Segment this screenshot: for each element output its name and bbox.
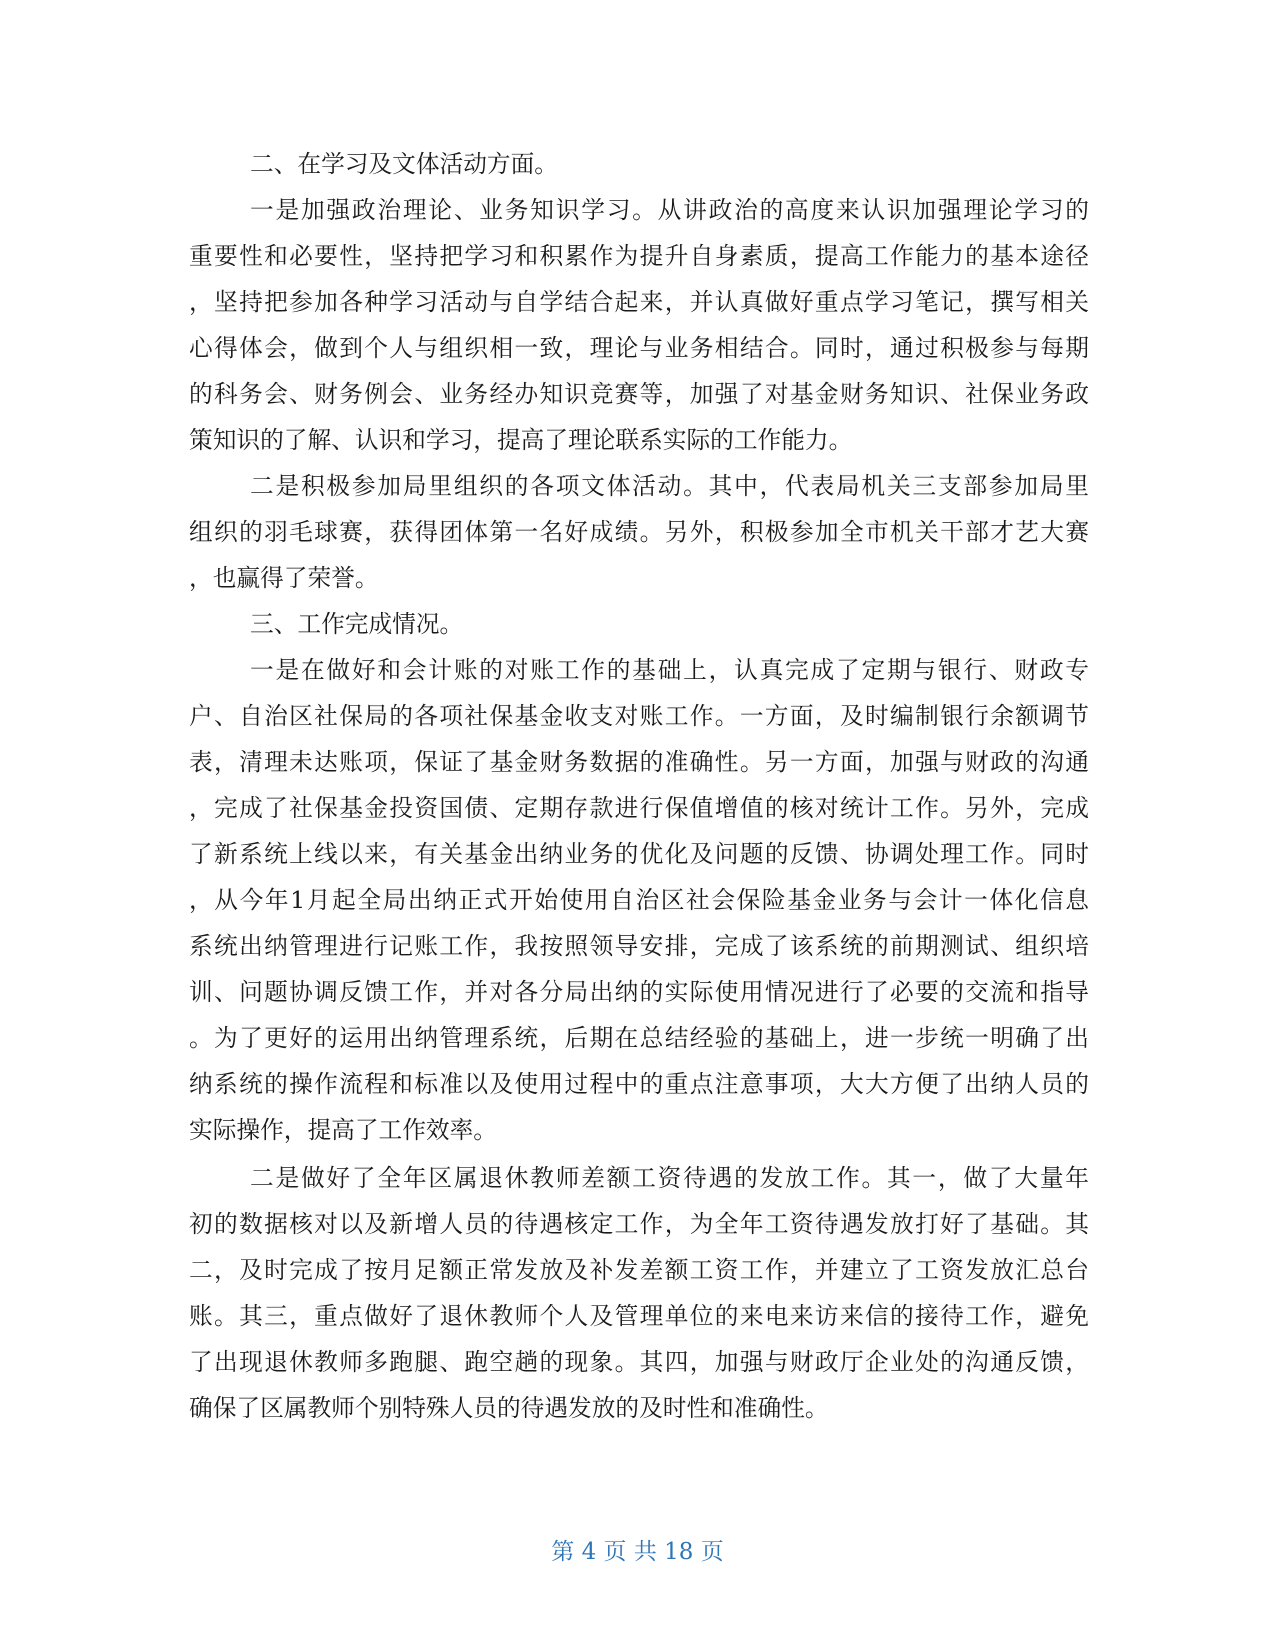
paragraph-line: ，从今年1月起全局出纳正式开始使用自治区社会保险基金业务与会计一体化信息 bbox=[189, 886, 1089, 914]
paragraph-line: 的科务会、财务例会、业务经办知识竞赛等，加强了对基金财务知识、社保业务政 bbox=[189, 380, 1089, 408]
paragraph-line: 心得体会，做到个人与组织相一致，理论与业务相结合。同时，通过积极参与每期 bbox=[189, 334, 1089, 362]
paragraph-line: ，完成了社保基金投资国债、定期存款进行保值增值的核对统计工作。另外，完成 bbox=[189, 794, 1089, 822]
paragraph-line: 账。其三，重点做好了退休教师个人及管理单位的来电来访来信的接待工作，避免 bbox=[189, 1302, 1089, 1330]
paragraph-line: 初的数据核对以及新增人员的待遇核定工作，为全年工资待遇发放打好了基础。其 bbox=[189, 1210, 1089, 1238]
paragraph-line: 表，清理未达账项，保证了基金财务数据的准确性。另一方面，加强与财政的沟通 bbox=[189, 748, 1089, 776]
paragraph-line: 重要性和必要性，坚持把学习和积累作为提升自身素质，提高工作能力的基本途径 bbox=[189, 242, 1089, 270]
paragraph-line: 组织的羽毛球赛，获得团体第一名好成绩。另外，积极参加全市机关干部才艺大赛 bbox=[189, 518, 1089, 546]
paragraph-line: 确保了区属教师个别特殊人员的待遇发放的及时性和准确性。 bbox=[189, 1394, 829, 1422]
paragraph-line: ，也赢得了荣誉。 bbox=[189, 564, 379, 592]
page-number-footer: 第 4 页 共 18 页 bbox=[551, 1539, 724, 1565]
paragraph-line: 纳系统的操作流程和标准以及使用过程中的重点注意事项，大大方便了出纳人员的 bbox=[189, 1070, 1089, 1098]
paragraph-line: 一是在做好和会计账的对账工作的基础上，认真完成了定期与银行、财政专 bbox=[250, 656, 1089, 684]
paragraph-line: 了出现退休教师多跑腿、跑空趟的现象。其四，加强与财政厅企业处的沟通反馈， bbox=[189, 1348, 1089, 1376]
paragraph-line: 一是加强政治理论、业务知识学习。从讲政治的高度来认识加强理论学习的 bbox=[250, 196, 1089, 224]
paragraph-line: 二是做好了全年区属退休教师差额工资待遇的发放工作。其一，做了大量年 bbox=[250, 1164, 1089, 1192]
paragraph-line: 训、问题协调反馈工作，并对各分局出纳的实际使用情况进行了必要的交流和指导 bbox=[189, 978, 1089, 1006]
paragraph-line: 。为了更好的运用出纳管理系统，后期在总结经验的基础上，进一步统一明确了出 bbox=[189, 1024, 1089, 1052]
section-heading-work: 三、工作完成情况。 bbox=[250, 610, 464, 638]
paragraph-line: 二是积极参加局里组织的各项文体活动。其中，代表局机关三支部参加局里 bbox=[250, 472, 1089, 500]
paragraph-line: 二，及时完成了按月足额正常发放及补发差额工资工作，并建立了工资发放汇总台 bbox=[189, 1256, 1089, 1284]
paragraph-line: 实际操作，提高了工作效率。 bbox=[189, 1116, 497, 1144]
paragraph-line: ，坚持把参加各种学习活动与自学结合起来，并认真做好重点学习笔记，撰写相关 bbox=[189, 288, 1089, 316]
paragraph-line: 户、自治区社保局的各项社保基金收支对账工作。一方面，及时编制银行余额调节 bbox=[189, 702, 1089, 730]
paragraph-line: 策知识的了解、认识和学习，提高了理论联系实际的工作能力。 bbox=[189, 426, 853, 454]
paragraph-line: 系统出纳管理进行记账工作，我按照领导安排，完成了该系统的前期测试、组织培 bbox=[189, 932, 1089, 960]
section-heading-study: 二、在学习及文体活动方面。 bbox=[250, 150, 558, 178]
paragraph-line: 了新系统上线以来，有关基金出纳业务的优化及问题的反馈、协调处理工作。同时 bbox=[189, 840, 1089, 868]
